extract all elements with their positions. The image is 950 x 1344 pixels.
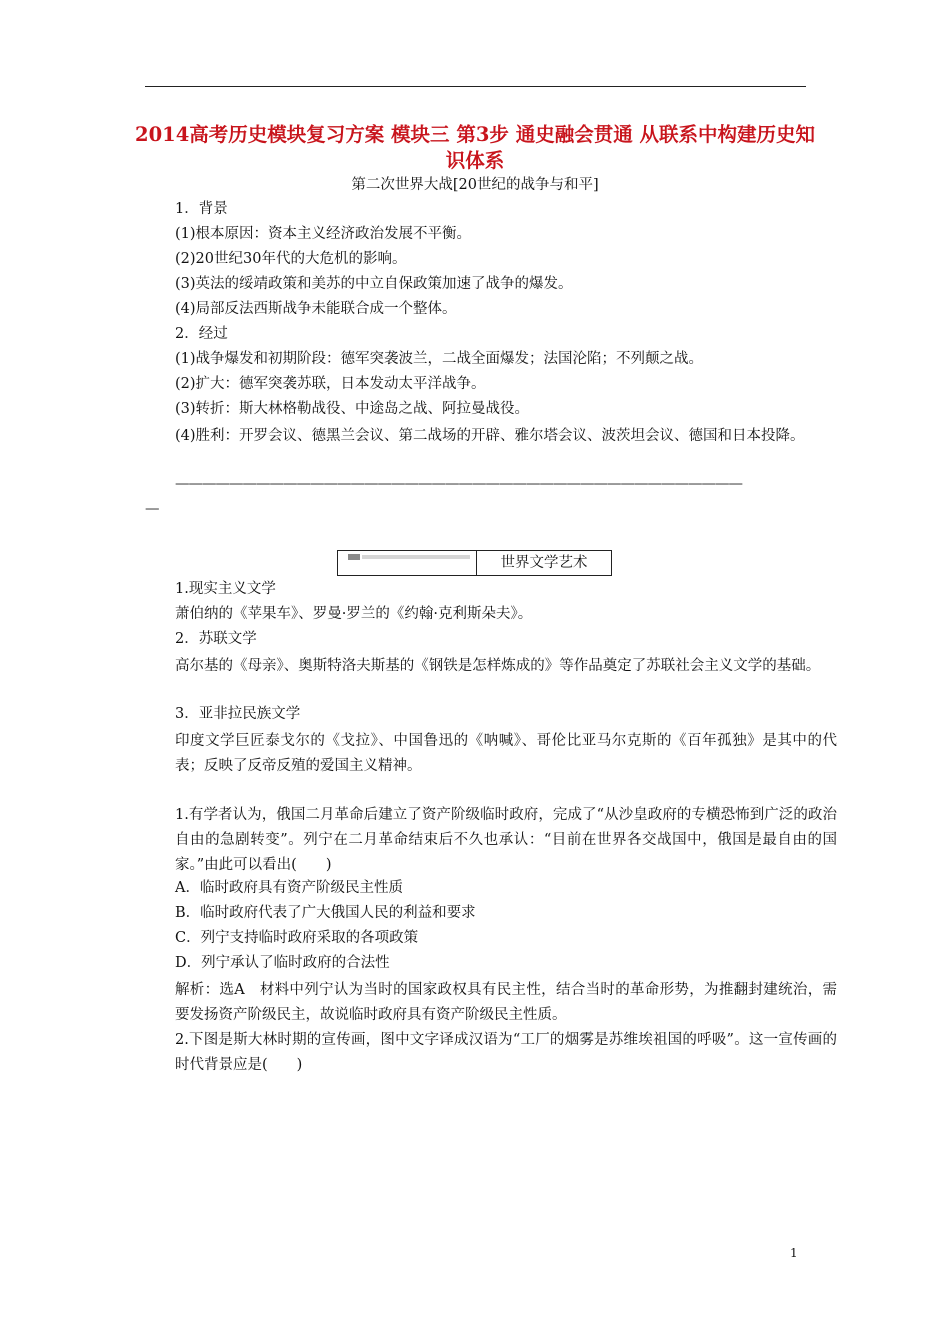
separator-dash-tail: — <box>145 501 159 517</box>
background-heading: 1．背景 <box>175 201 228 217</box>
process-item: (4)胜利：开罗会议、德黑兰会议、第二战场的开辟、雅尔塔会议、波茨坦会议、德国和日本投降。 <box>175 428 805 444</box>
banner-bar <box>362 555 470 559</box>
asia-text: 印度文学巨匠泰戈尔的《戈拉》、中国鲁迅的《呐喊》、哥伦比亚马尔克斯的《百年孤独》是其中的代表；反映了反帝反殖的爱国主义精神。 <box>175 733 837 774</box>
realism-heading: 1.现实主义文学 <box>175 581 276 597</box>
literature-box-title: 世界文学艺术 <box>500 555 588 571</box>
header-rule <box>145 86 806 87</box>
separator-dashes: —————————————————————————————————————————— <box>175 476 742 492</box>
question-1-option: C．列宁支持临时政府采取的各项政策 <box>175 930 419 946</box>
section-subtitle: 第二次世界大战[20世纪的战争与和平] <box>351 177 599 193</box>
process-heading: 2．经过 <box>175 326 228 342</box>
page-title: 2014高考历史模块复习方案 模块三 第3步 通史融会贯通 从联系中构建历史知识体系 <box>135 123 815 172</box>
question-1-stem: 1.有学者认为，俄国二月革命后建立了资产阶级临时政府，完成了“从沙皇政府的专横恐怖到广泛的政治自由的急剧转变”。列宁在二月革命结束后不久也承认：“目前在世界各交战国中，俄国是最自由的国家。”由此可以看出( ) <box>175 807 837 873</box>
soviet-heading: 2．苏联文学 <box>175 631 257 647</box>
process-item: (2)扩大：德军突袭苏联，日本发动太平洋战争。 <box>175 376 486 392</box>
soviet-text: 高尔基的《母亲》、奥斯特洛夫斯基的《钢铁是怎样炼成的》等作品奠定了苏联社会主义文学的基础。 <box>175 658 821 674</box>
question-2-stem: 2.下图是斯大林时期的宣传画，图中文字译成汉语为“工厂的烟雾是苏维埃祖国的呼吸”。这一宣传画的时代背景应是( ) <box>175 1032 837 1073</box>
question-1-option: B．临时政府代表了广大俄国人民的利益和要求 <box>175 905 476 921</box>
literature-section-label <box>337 550 612 576</box>
question-1-option: A．临时政府具有资产阶级民主性质 <box>175 880 403 896</box>
background-item: (2)20世纪30年代的大危机的影响。 <box>175 251 407 267</box>
asia-heading: 3．亚非拉民族文学 <box>175 706 301 722</box>
section-banner <box>338 551 477 575</box>
question-1-option: D．列宁承认了临时政府的合法性 <box>175 955 390 971</box>
process-item: (3)转折：斯大林格勒战役、中途岛之战、阿拉曼战役。 <box>175 401 530 417</box>
realism-text: 萧伯纳的《苹果车》、罗曼·罗兰的《约翰·克利斯朵夫》。 <box>175 606 533 622</box>
background-item: (4)局部反法西斯战争未能联合成一个整体。 <box>175 301 457 317</box>
process-item: (1)战争爆发和初期阶段：德军突袭波兰，二战全面爆发；法国沦陷；不列颠之战。 <box>175 351 704 367</box>
background-item: (1)根本原因：资本主义经济政治发展不平衡。 <box>175 226 472 242</box>
question-1-analysis: 解析：选A 材料中列宁认为当时的国家政权具有民主性，结合当时的革命形势，为推翻封建统治，需要发扬资产阶级民主，故说临时政府具有资产阶级民主性质。 <box>175 982 837 1023</box>
background-item: (3)英法的绥靖政策和美苏的中立自保政策加速了战争的爆发。 <box>175 276 573 292</box>
page-number: 1 <box>790 1246 798 1260</box>
book-icon <box>348 554 360 560</box>
